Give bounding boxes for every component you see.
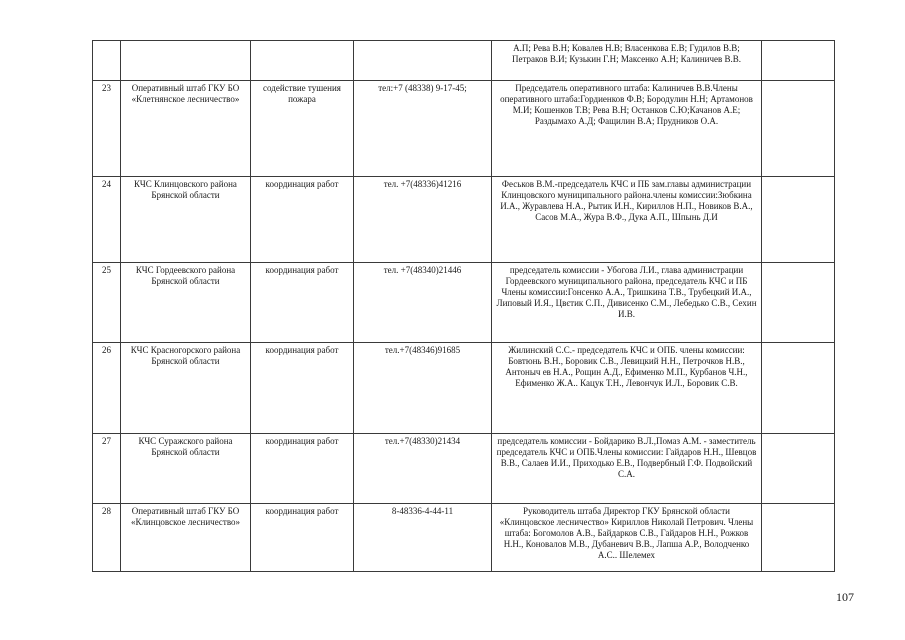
table-row (93, 434, 835, 504)
phone-cell (354, 41, 492, 81)
extra-cell (762, 343, 835, 434)
row-number: 23 (93, 81, 121, 177)
phone-cell: тел.+7(48330)21434 (354, 434, 492, 504)
extra-cell (762, 81, 835, 177)
organization-name: КЧС Клинцовского района Брянской области (121, 177, 251, 263)
row-number: 27 (93, 434, 121, 504)
row-number: 25 (93, 263, 121, 343)
function-cell: координация работ (251, 504, 354, 572)
function-cell (251, 41, 354, 81)
extra-cell (762, 177, 835, 263)
function-cell: координация работ (251, 263, 354, 343)
row-number: 28 (93, 504, 121, 572)
page-number: 107 (836, 590, 854, 604)
phone-cell: тел:+7 (48338) 9-17-45; (354, 81, 492, 177)
phone-cell: 8-48336-4-44-11 (354, 504, 492, 572)
row-number: 26 (93, 343, 121, 434)
function-cell: содействие тушения пожара (251, 81, 354, 177)
members-cell: Руководитель штаба Директор ГКУ Брянской области «Клинцовское лесничество» Кириллов Николай Петрович. Члены штаба: Богомолов А.В., Байдарков С.В., Гайдаров Н.Н., Рожков Н.Н., Коновалов М.В., Дубаневич В.В., Лапша А.Р., Володченко А.С.. Шелемех (492, 504, 762, 572)
members-cell: Председатель оперативного штаба: Калиничев В.В.Члены оперативного штаба:Гордиенков Ф.В; Бородулин Н.Н; Артамонов М.И; Кошенков Т.В; Рева В.Н; Останков С.Ю;Качанов А.Е; Раздымахо А.Д; Фащилин В.А; Прудников О.А. (492, 81, 762, 177)
organization-name: Оперативный штаб ГКУ БО «Клинцовское лесничество» (121, 504, 251, 572)
extra-cell (762, 434, 835, 504)
members-cell: А.П; Рева В.Н; Ковалев Н.В; Власенкова Е.В; Гудилов В.В; Петраков В.И; Кузькин Г.Н; Максенко А.Н; Калиничев В.В. (492, 41, 762, 81)
members-cell: Жилинский С.С.- председатель КЧС и ОПБ. члены комиссии: Бовтюнь В.Н., Боровик С.В., Левицкий Н.Н., Петрочков Н.В., Антоныч ев Н.А., Рощин А.Д., Ефименко М.П., Курбанов Ч.Н., Ефименко Ж.А.. Кацук Т.Н., Левончук И.Л., Боровик С.В. (492, 343, 762, 434)
organization-name: КЧС Суражского района Брянской области (121, 434, 251, 504)
extra-cell (762, 263, 835, 343)
members-cell: председатель комиссии - Бойдарико В.Л.,Помаз А.М. - заместитель председатель КЧС и ОПБ.Члены комиссии: Гайдаров Н.Н., Шевцов В.В., Салаев И.И., Приходько Е.В., Подвербный Г.Ф. Подвойский С.А. (492, 434, 762, 504)
phone-cell: тел.+7(48346)91685 (354, 343, 492, 434)
function-cell: координация работ (251, 434, 354, 504)
table-row (93, 41, 835, 81)
organization-name: КЧС Гордеевского района Брянской области (121, 263, 251, 343)
table-row (93, 177, 835, 263)
organization-name (121, 41, 251, 81)
members-cell: Феськов В.М.-председатель КЧС и ПБ зам.главы администрации Клинцовского муниципального района.члены комиссии:Зюбкина И.А., Журавлева Н.А., Рытик И.Н., Кириллов Н.П., Новиков В.А., Сасов М.А., Жура В.Ф., Дука А.П., Шпынь Д.И (492, 177, 762, 263)
table-row (93, 343, 835, 434)
organization-name: КЧС Красногорского района Брянской области (121, 343, 251, 434)
extra-cell (762, 41, 835, 81)
organizations-table (92, 40, 835, 572)
phone-cell: тел. +7(48340)21446 (354, 263, 492, 343)
extra-cell (762, 504, 835, 572)
function-cell: координация работ (251, 343, 354, 434)
members-cell: председатель комиссии - Убогова Л.И., глава администрации Гордеевского муниципального района, председатель КЧС и ПБ Члены комиссии:Гонсенко А.А., Тришкина Т.В., Трубецкий И.А., Липовый И.Я., Цвєтик С.П., Дивисенко С.М., Лебедько С.В., Сехин И.В. (492, 263, 762, 343)
table-row (93, 504, 835, 572)
table-row (93, 81, 835, 177)
row-number (93, 41, 121, 81)
table-row (93, 263, 835, 343)
phone-cell: тел. +7(48336)41216 (354, 177, 492, 263)
function-cell: координация работ (251, 177, 354, 263)
row-number: 24 (93, 177, 121, 263)
organization-name: Оперативный штаб ГКУ БО «Клетнянское лесничество» (121, 81, 251, 177)
